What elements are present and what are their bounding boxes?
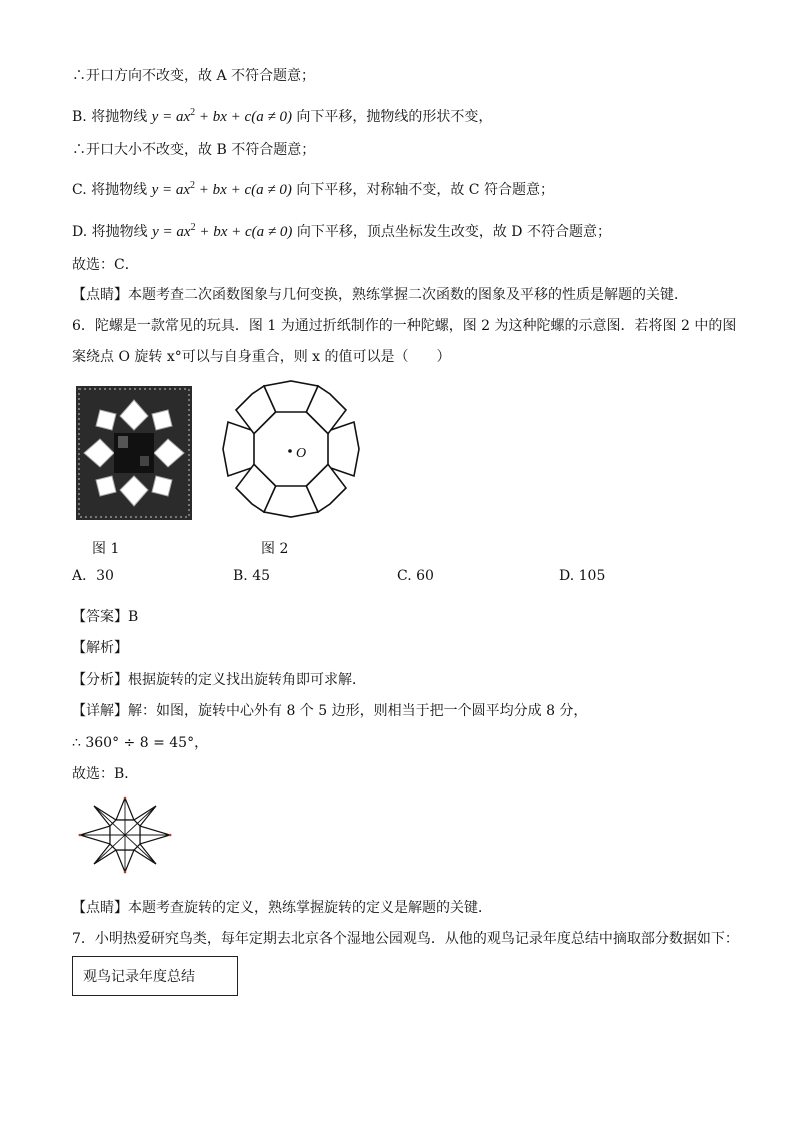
solution-figure <box>76 796 174 874</box>
text-line-option-c <box>72 176 554 200</box>
suffix: 向下平移，对称轴不变，故 C 符合题意； <box>296 182 554 198</box>
formula: $y = ax^2$ + bx + c(a ≠ 0) <box>152 222 293 240</box>
formula: $y = ax^2$ + bx + c(a ≠ 0) <box>151 180 292 198</box>
conclusion-line: 故选：B． <box>72 766 139 782</box>
option-d: D. 105 <box>559 568 606 584</box>
suffix: 向下平移，顶点坐标发生改变，故 D 不符合题意； <box>296 224 611 240</box>
text-line-6: 故选：C． <box>72 257 139 273</box>
suffix: 向下平移，抛物线的形状不变， <box>296 109 493 125</box>
option-a: A．30 <box>72 568 114 584</box>
text-line-1: ∴开口方向不改变，故 A 不符合题意； <box>72 68 316 84</box>
analysis-xiangjie: 【详解】解：如图，旋转中心外有 8 个 5 边形，则相当于把一个圆平均分成 8 分， <box>72 703 588 719</box>
question-6-line-b: 案绕点 O 旋转 x°可以与自身重合，则 x 的值可以是（ ） <box>72 349 451 365</box>
figure-1-paper-top <box>76 386 192 520</box>
answer-line: 【答案】B <box>72 609 139 625</box>
text-line-option-d <box>72 218 611 242</box>
question-7-line: 7．小明热爱研究鸟类，每年定期去北京各个湿地公园观鸟．从他的观鸟记录年度总结中摘取部分数据如下： <box>72 931 739 947</box>
bird-record-summary-box: 观鸟记录年度总结 <box>72 956 238 996</box>
analysis-heading: 【解析】 <box>72 640 128 656</box>
prefix: C. 将抛物线 <box>72 182 148 198</box>
prefix: B. 将抛物线 <box>72 109 148 125</box>
figure-1-caption: 图 1 <box>92 541 120 557</box>
center-label-o: O <box>296 446 307 461</box>
figure-2-diagram <box>218 376 364 522</box>
prefix: D. 将抛物线 <box>72 224 148 240</box>
question-6-line-a: 6．陀螺是一款常见的玩具．图 1 为通过折纸制作的一种陀螺，图 2 为这种陀螺的示意图．若将图 2 中的图 <box>72 318 737 334</box>
text-line-dianjing-2: 【点睛】本题考查旋转的定义，熟练掌握旋转的定义是解题的关键． <box>72 900 492 916</box>
formula: $y = ax^2$ + bx + c(a ≠ 0) <box>151 107 292 125</box>
calculation-line: ∴ 360° ÷ 8 = 45°， <box>72 735 209 751</box>
option-c: C. 60 <box>397 568 434 584</box>
analysis-fenxi: 【分析】根据旋转的定义找出旋转角即可求解． <box>72 672 366 688</box>
figure-2-caption: 图 2 <box>261 541 289 557</box>
text-line-3: ∴开口大小不改变，故 B 不符合题意； <box>72 142 316 158</box>
option-b: B. 45 <box>233 568 271 584</box>
text-line-dianjing-1: 【点睛】本题考查二次函数图象与几何变换，熟练掌握二次函数的图象及平移的性质是解题的关键． <box>72 287 688 303</box>
text-line-option-b <box>72 103 492 127</box>
